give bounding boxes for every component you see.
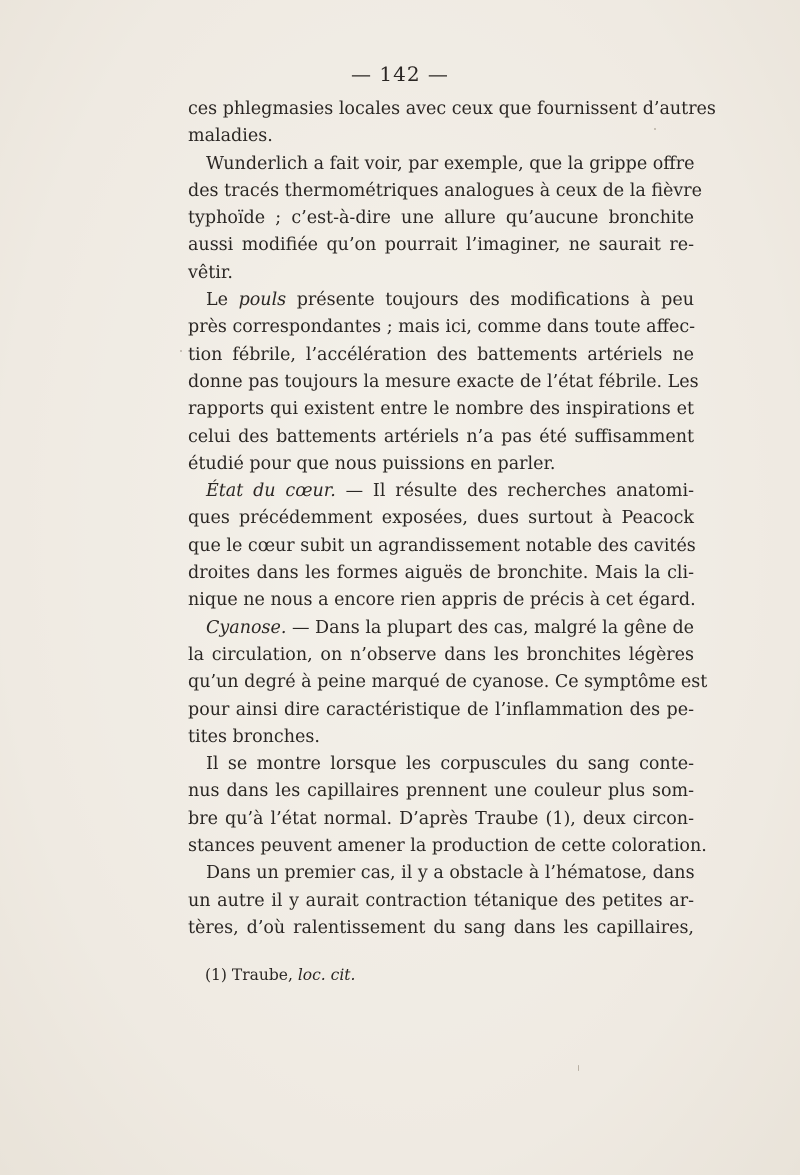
italic-text: État du cœur. — [206, 481, 336, 502]
text-line — [188, 860, 694, 887]
text-run: tion fébrile, l’accélération des battements artériels ne — [188, 344, 694, 365]
text-line — [188, 96, 716, 123]
text-line — [188, 560, 694, 587]
text-line — [188, 287, 694, 314]
text-run: stances peuvent amener la production de cette coloration. — [188, 836, 707, 857]
paper-speck — [180, 350, 182, 352]
text-run: ces phlegmasies locales avec ceux que fournissent d’autres — [188, 99, 716, 119]
text-line — [188, 751, 694, 778]
text-run: présente toujours des modifications à peu — [286, 290, 694, 311]
text-line — [188, 123, 694, 150]
text-line — [188, 260, 694, 287]
text-run: Dans un premier cas, il y a obstacle à l’hématose, dans — [206, 863, 695, 884]
text-run: nique ne nous a encore rien appris de précis à cet égard. — [188, 590, 696, 611]
text-run: rapports qui existent entre le nombre des inspirations et — [188, 399, 694, 420]
text-run: typhoïde ; c’est-à-dire une allure qu’aucune bronchite — [188, 208, 694, 229]
text-run: que le cœur subit un agrandissement notable des cavités — [188, 535, 696, 556]
text-line — [188, 642, 694, 669]
text-run: donne pas toujours la mesure exacte de l’état fébrile. Les — [188, 371, 699, 392]
text-run: qu’un degré à peine marqué de cyanose. Ce symptôme est — [188, 672, 708, 693]
text-line — [188, 615, 694, 642]
text-run: maladies. — [188, 126, 273, 147]
text-line — [188, 778, 694, 805]
text-line — [188, 533, 694, 560]
text-line — [188, 178, 702, 205]
text-run: la circulation, on n’observe dans les bronchites légères — [188, 644, 694, 665]
text-run: étudié pour que nous puissions en parler. — [188, 453, 556, 474]
footnote-citation: loc. cit. — [297, 966, 356, 984]
text-run: bre qu’à l’état normal. D’après Traube (1), deux circon- — [188, 808, 694, 829]
footnote-text: (1) Traube, — [205, 966, 298, 984]
paper-speck — [654, 128, 656, 130]
text-line — [188, 232, 694, 259]
text-run: Le — [206, 290, 239, 311]
text-line — [188, 915, 694, 942]
text-run: près correspondantes ; mais ici, comme dans toute affec- — [188, 317, 696, 338]
text-run: — Il résulte des recherches anatomi- — [335, 481, 694, 502]
text-line — [188, 669, 708, 696]
paper-speck — [578, 1065, 579, 1071]
text-line — [188, 424, 694, 451]
text-line — [188, 505, 694, 532]
text-line — [188, 724, 694, 751]
text-run: aussi modifiée qu’on pourrait l’imaginer, ne saurait re- — [188, 235, 694, 256]
page-number: — 142 — — [351, 62, 449, 86]
text-run: tères, d’où ralentissement du sang dans les capillaires, — [188, 917, 694, 938]
text-line — [188, 396, 694, 423]
text-line — [188, 342, 694, 369]
text-line — [188, 369, 699, 396]
text-line — [188, 451, 694, 478]
text-run: droites dans les formes aiguës de bronchite. Mais la cli- — [188, 563, 694, 584]
text-run: Il se montre lorsque les corpuscules du sang conte- — [206, 754, 694, 775]
text-line — [188, 151, 694, 178]
text-run: tites bronches. — [188, 726, 320, 747]
text-run: — Dans la plupart des cas, malgré la gêne de — [286, 617, 695, 638]
text-line — [188, 314, 694, 341]
text-run: des tracés thermométriques analogues à ceux de la fièvre — [188, 180, 702, 201]
text-line — [188, 806, 694, 833]
text-line — [188, 888, 694, 915]
text-run: vêtir. — [188, 262, 233, 283]
text-run: Wunderlich a fait voir, par exemple, que la grippe offre — [206, 153, 695, 174]
text-line — [188, 587, 694, 614]
text-line — [188, 833, 707, 860]
text-run: pour ainsi dire caractéristique de l’inflammation des pe- — [188, 699, 694, 720]
text-line — [188, 205, 694, 232]
text-run: un autre il y aurait contraction tétanique des petites ar- — [188, 890, 694, 911]
footnote — [205, 964, 355, 986]
text-run: nus dans les capillaires prennent une couleur plus som- — [188, 781, 694, 802]
text-line — [188, 478, 694, 505]
text-line — [188, 697, 694, 724]
italic-text: Cyanose. — [206, 617, 287, 638]
text-run: celui des battements artériels n’a pas été suffisamment — [188, 426, 694, 447]
text-run: ques précédemment exposées, dues surtout à Peacock — [188, 508, 694, 529]
italic-text: pouls — [238, 290, 287, 311]
body-text — [188, 96, 716, 942]
